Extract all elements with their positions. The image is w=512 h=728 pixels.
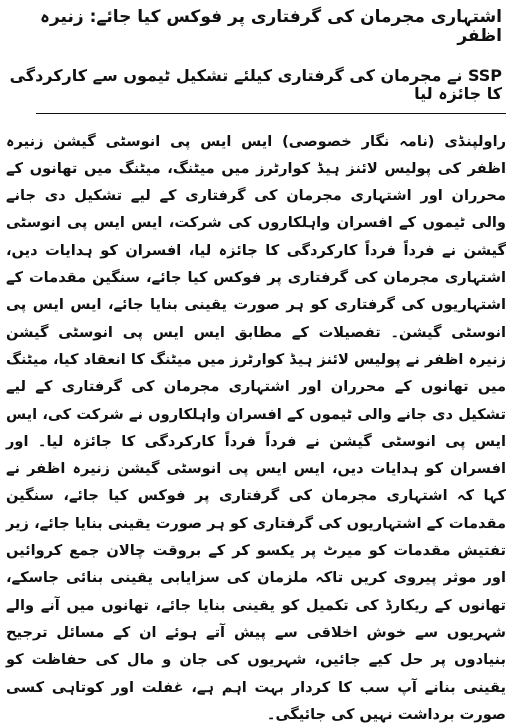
article-body: راولپنڈی (نامہ نگار خصوصی) ایس ایس پی انوسٹی گیشن زنیرہ اظفر کی پولیس لائنز ہیڈ کوارٹرز میں میٹنگ، میٹنگ میں تھانوں کے محرران اور اشتہاری مجرمان کی گرفتاری کے لیے تشکیل دی جانے والی ٹیموں کے افسران واہلکاروں کی شرکت، ایس ایس پی انوسٹی گیشن نے فرداً فرداً کارکردگی کا جائزہ لیا، افسران کو ہدایات دیں، اشتہاری مجرمان کی گرفتاری پر فوکس کیا جائے، سنگین مقدمات کے اشتہاریوں کی گرفتاری کو ہر صورت یقینی بنایا جائے، ایس ایس پی انوسٹی گیشن۔ تفصیلات کے مطابق ایس ایس پی انوسٹی گیشن زنیرہ اظفر نے پولیس لائنز ہیڈ کوارٹرز میں میٹنگ کا انعقاد کیا، میٹنگ میں تھانوں کے محرران اور اشتہاری مجرمان کی گرفتاری کے لیے تشکیل دی جانے والی ٹیموں کے افسران واہلکاروں نے شرکت کی، ایس ایس پی انوسٹی گیشن نے فرداً فرداً کارکردگی کا جائزہ لیا۔ اور افسران کو ہدایات دیں، ایس ایس پی انوسٹی گیشن زنیرہ اظفر نے کہا کہ اشتہاری مجرمان کی گرفتاری پر فوکس کیا جائے، سنگین مقدمات کے اشتہاریوں کی گرفتاری کو ہر صورت یقینی بنایا جائے، زیر تفتیش مقدمات کو میرٹ پر یکسو کر کے بروقت چالان جمع کروائیں اور موثر پیروی کریں تاکہ ملزمان کی سزایابی یقینی بنائی جاسکے، تھانوں کے ریکارڈ کی تکمیل کو یقینی بنایا جائے، تھانوں میں آنے والے شہریوں سے خوش اخلاقی سے پیش آتے ہوئے ان کے مسائل ترجیح بنیادوں پر حل کیے جائیں، شہریوں کی جان و مال کی حفاظت کو یقینی بنانے آپ سب کا کردار بہت اہم ہے، غفلت اور کوتاہی کسی صورت برداشت نہیں کی جائیگی۔ xyxy=(6,132,506,723)
subheadline: SSP نے مجرمان کی گرفتاری کیلئے تشکیل ٹیموں سے کارکردگی کا جائزہ لیا xyxy=(9,66,502,103)
headline: اشتہاری مجرمان کی گرفتاری پر فوکس کیا جائے: زنیرہ اظفر xyxy=(40,7,502,46)
headline-divider xyxy=(36,113,506,114)
